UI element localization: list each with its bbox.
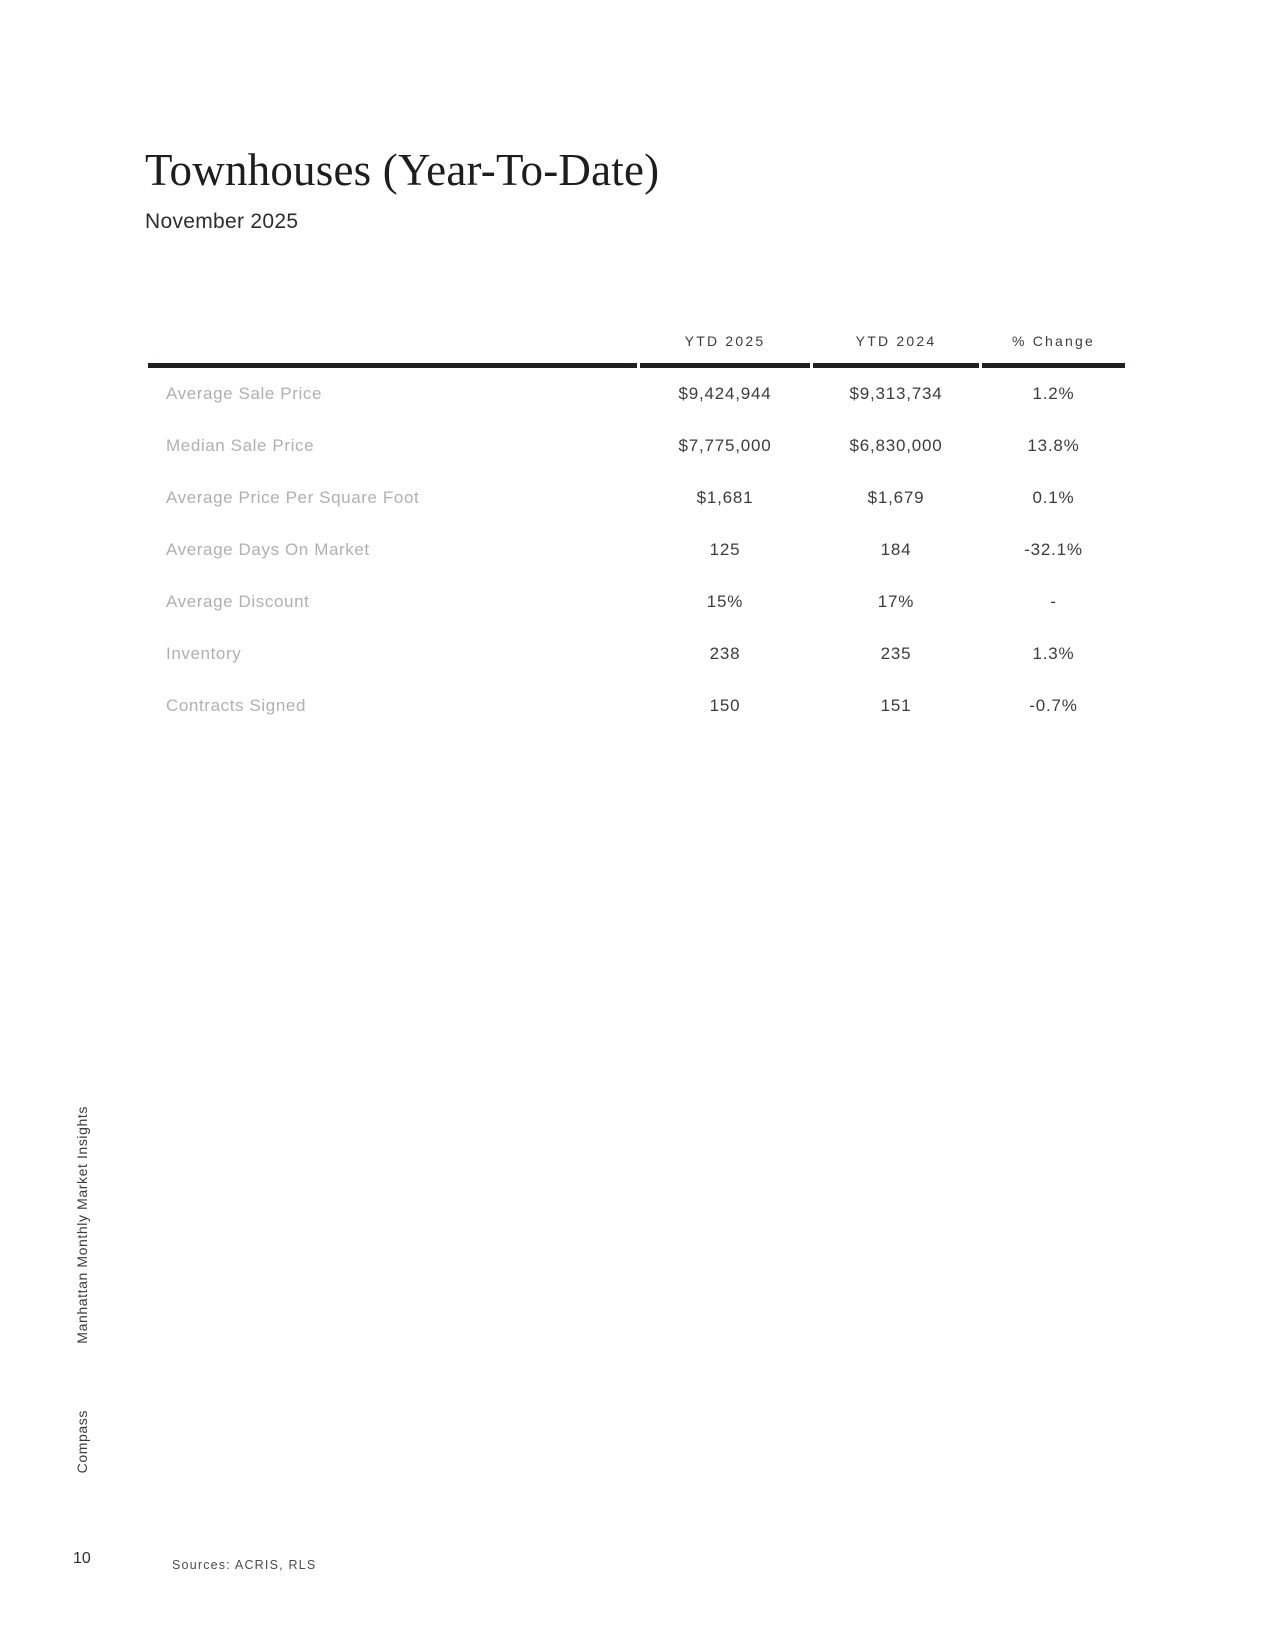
cell-ytd-2025: 125 (709, 540, 741, 559)
cell-ytd-2025: 150 (709, 696, 741, 715)
sidebar-brand: Compass (74, 1410, 90, 1474)
cell-ytd-2025: $9,424,944 (678, 384, 772, 403)
cell-ytd-2024: 184 (880, 540, 912, 559)
divider-segment (813, 363, 979, 368)
cell-ytd-2025: $1,681 (696, 488, 754, 507)
cell-ytd-2024: 17% (877, 592, 915, 611)
row-label: Average Price Per Square Foot (166, 488, 420, 507)
table-row (148, 368, 1125, 420)
page-number: 10 (73, 1550, 91, 1567)
cell-ytd-2025: $7,775,000 (678, 436, 772, 455)
table-row (148, 524, 1125, 576)
cell-pct-change: 0.1% (1032, 488, 1075, 507)
table-row (148, 576, 1125, 628)
cell-pct-change: -0.7% (1029, 696, 1078, 715)
row-label: Contracts Signed (166, 696, 307, 715)
cell-pct-change: -32.1% (1024, 540, 1083, 559)
cell-pct-change: - (1050, 592, 1057, 611)
cell-ytd-2024: 151 (880, 696, 912, 715)
sources-note: Sources: ACRIS, RLS (172, 1558, 317, 1572)
row-label: Inventory (166, 644, 242, 663)
cell-ytd-2024: $9,313,734 (849, 384, 943, 403)
cell-pct-change: 13.8% (1027, 436, 1080, 455)
table-row (148, 628, 1125, 680)
row-label: Average Discount (166, 592, 310, 611)
column-header-ytd-2025: YTD 2025 (684, 333, 766, 349)
cell-ytd-2025: 238 (709, 644, 741, 663)
cell-ytd-2024: $6,830,000 (849, 436, 943, 455)
cell-pct-change: 1.3% (1032, 644, 1075, 663)
divider-segment (148, 363, 637, 368)
column-header-ytd-2024: YTD 2024 (855, 333, 937, 349)
row-label: Average Days On Market (166, 540, 370, 559)
page-title: Townhouses (Year-To-Date) (145, 145, 660, 195)
table-row (148, 472, 1125, 524)
table-row (148, 420, 1125, 472)
sidebar-report-name: Manhattan Monthly Market Insights (74, 1106, 90, 1344)
metrics-table (148, 310, 1125, 732)
row-label: Median Sale Price (166, 436, 315, 455)
cell-ytd-2025: 15% (706, 592, 744, 611)
divider-segment (982, 363, 1125, 368)
cell-ytd-2024: $1,679 (867, 488, 925, 507)
divider-segment (640, 363, 810, 368)
row-label: Average Sale Price (166, 384, 323, 403)
table-body (148, 368, 1125, 732)
column-header-pct-change: % Change (1012, 333, 1095, 349)
cell-ytd-2024: 235 (880, 644, 912, 663)
header-divider (148, 363, 1125, 368)
doc-header (145, 145, 660, 234)
table-header-row (148, 310, 1125, 348)
report-month: November 2025 (145, 210, 299, 233)
table-row (148, 680, 1125, 732)
cell-pct-change: 1.2% (1032, 384, 1075, 403)
